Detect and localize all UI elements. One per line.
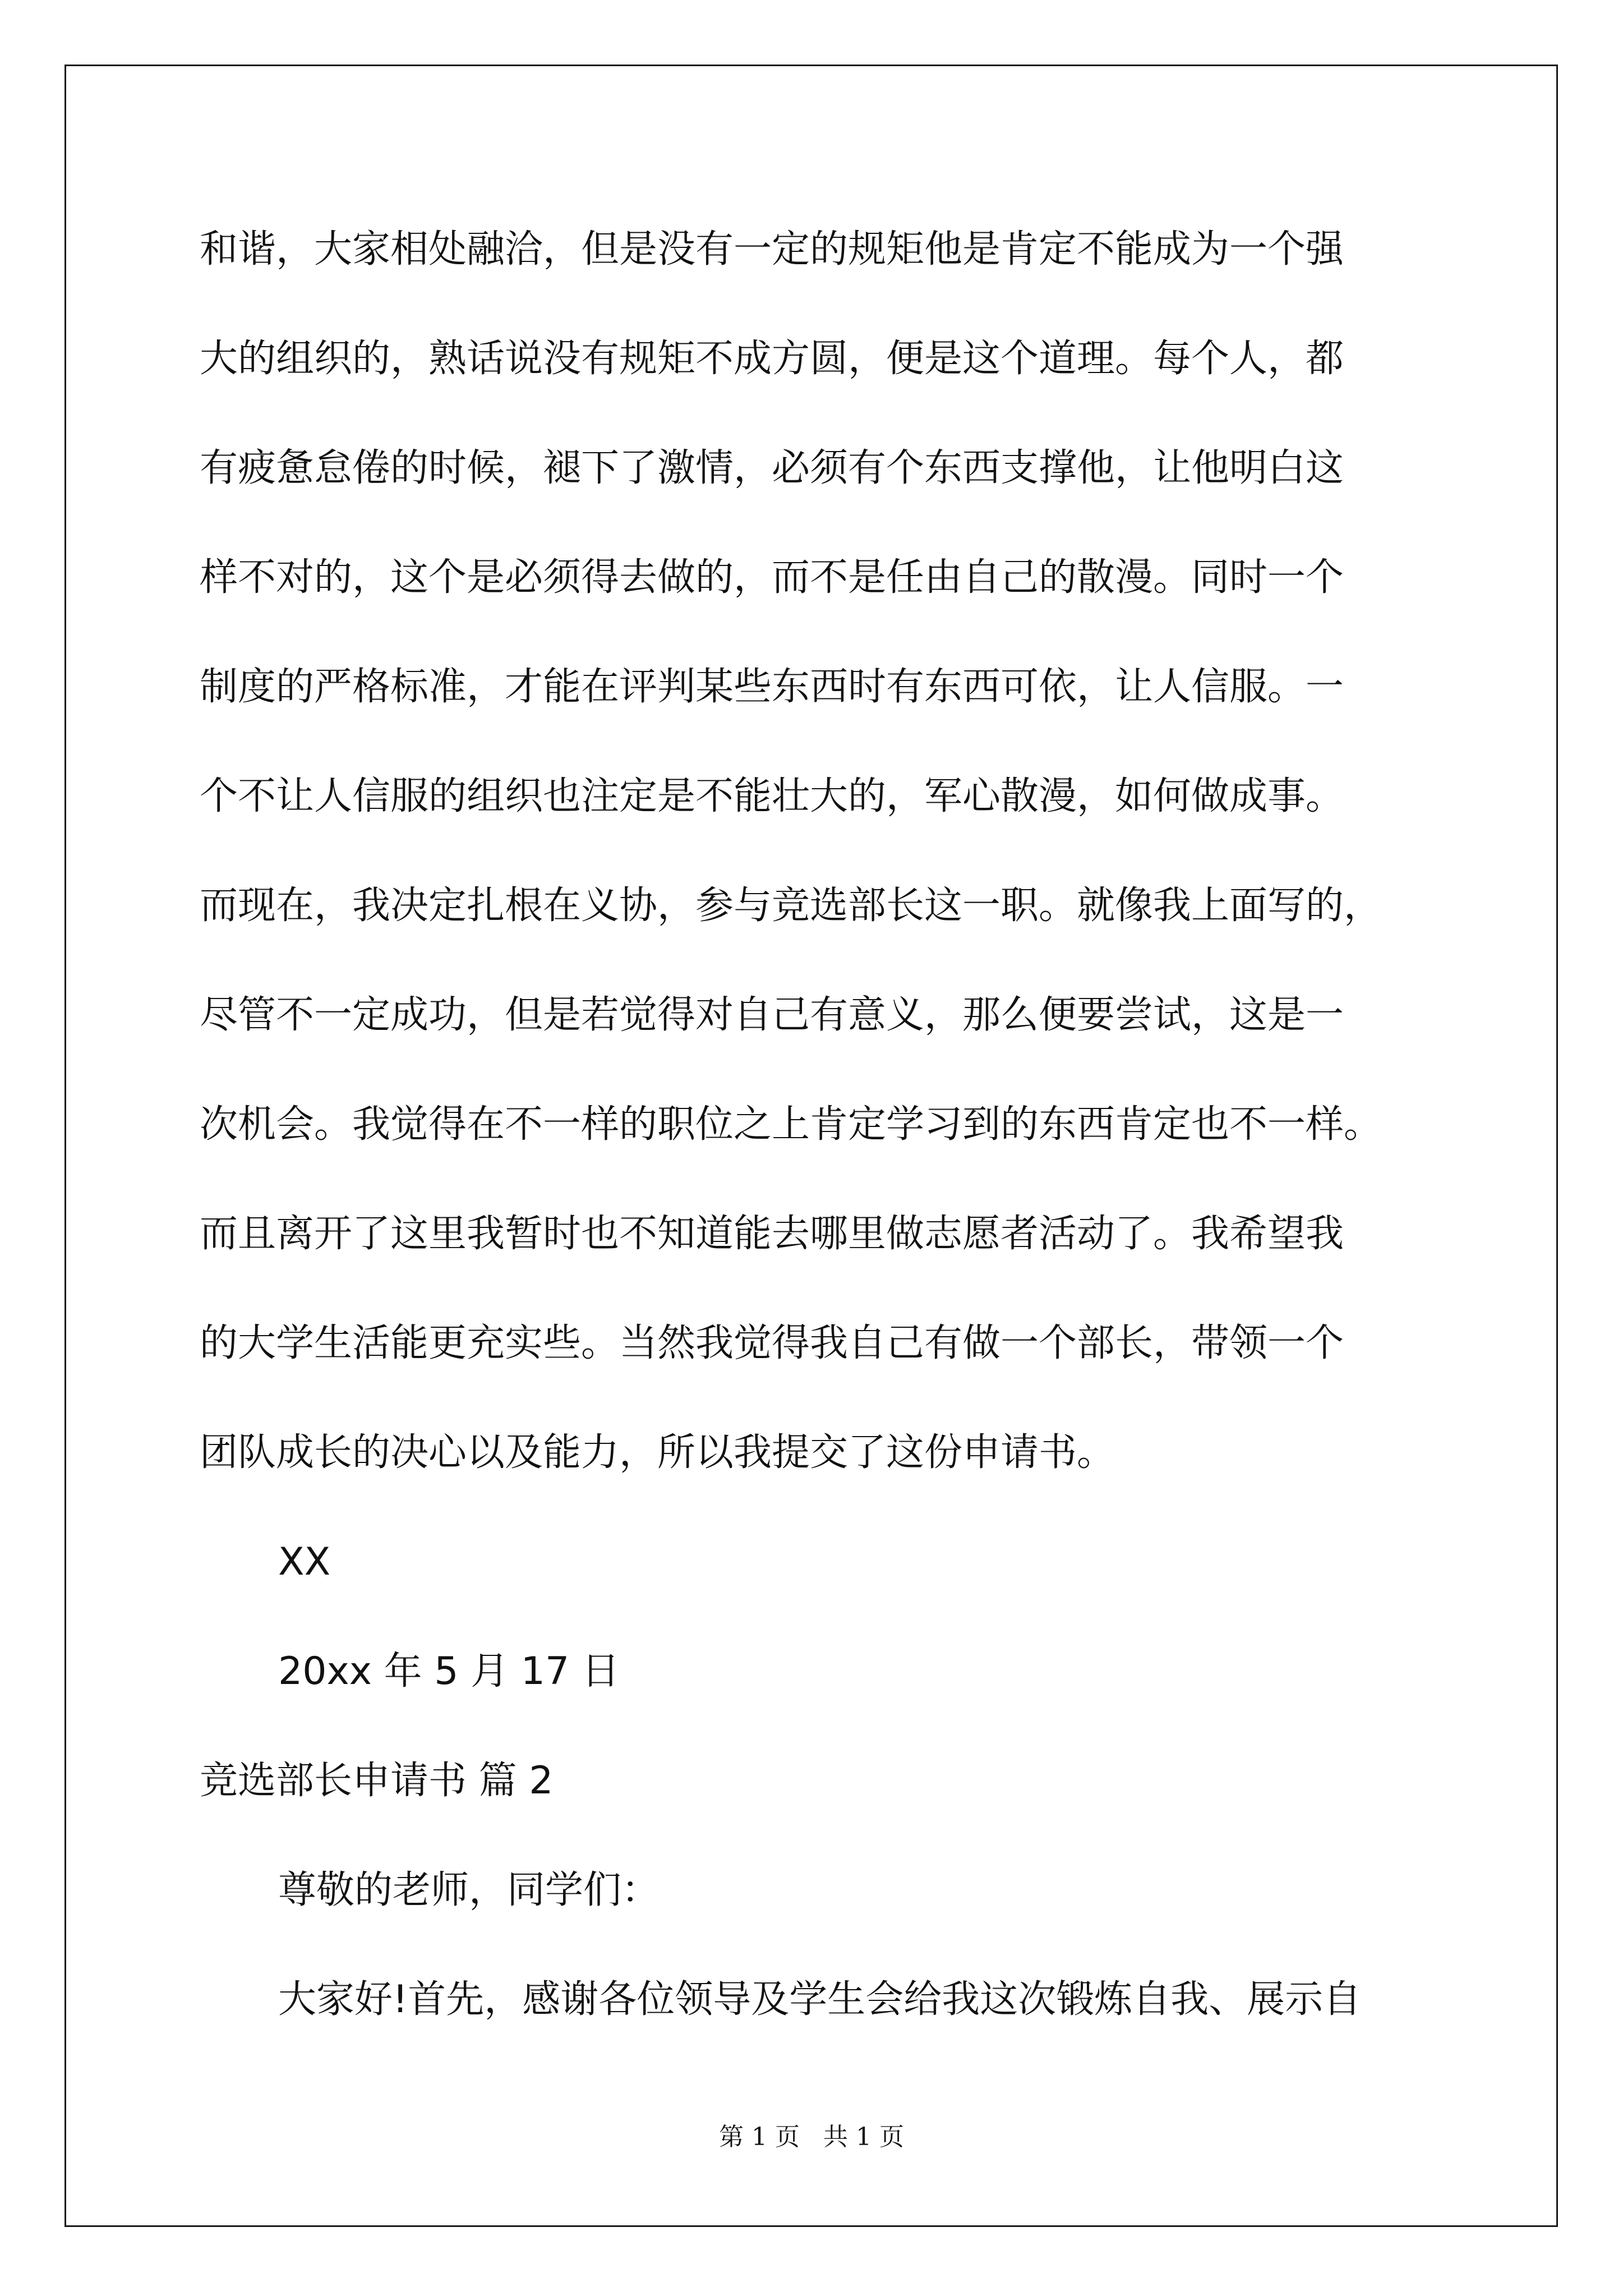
salutation: 尊敬的老师，同学们： <box>278 1868 660 1912</box>
paragraph-line: 个不让人信服的组织也注定是不能壮大的，军心散漫，如何做成事。 <box>200 774 1344 818</box>
paragraph-line: 次机会。我觉得在不一样的职位之上肯定学习到的东西肯定也不一样。 <box>200 1102 1382 1147</box>
paragraph-line: 团队成长的决心以及能力，所以我提交了这份申请书。 <box>200 1430 1115 1475</box>
paragraph-line: 而且离开了这里我暂时也不知道能去哪里做志愿者活动了。我希望我 <box>200 1212 1344 1256</box>
paragraph-line: 尽管不一定成功，但是若觉得对自己有意义，那么便要尝试，这是一 <box>200 993 1344 1037</box>
paragraph-line: 制度的严格标准，才能在评判某些东西时有东西可依，让人信服。一 <box>200 665 1344 709</box>
paragraph-line: 有疲惫怠倦的时候，褪下了激情，必须有个东西支撑他，让他明白这 <box>200 446 1344 490</box>
page-footer: 第 1 页 共 1 页 <box>719 2123 904 2151</box>
paragraph-line: 的大学生活能更充实些。当然我觉得我自己有做一个部长，带领一个 <box>200 1321 1344 1365</box>
signature: XX <box>278 1540 331 1584</box>
paragraph-line: 样不对的，这个是必须得去做的，而不是任由自己的散漫。同时一个 <box>200 555 1344 600</box>
opening-line: 大家好!首先，感谢各位领导及学生会给我这次锻炼自我、展示自 <box>278 1977 1362 2022</box>
paragraph-line: 大的组织的，熟话说没有规矩不成方圆，便是这个道理。每个人，都 <box>200 337 1344 381</box>
section-heading: 竞选部长申请书 篇 2 <box>200 1759 554 1803</box>
date-line: 20xx 年 5 月 17 日 <box>278 1649 620 1694</box>
paragraph-line: 和谐，大家相处融洽，但是没有一定的规矩他是肯定不能成为一个强 <box>200 227 1344 272</box>
paragraph-line: 而现在，我决定扎根在义协，参与竞选部长这一职。就像我上面写的， <box>200 884 1382 928</box>
